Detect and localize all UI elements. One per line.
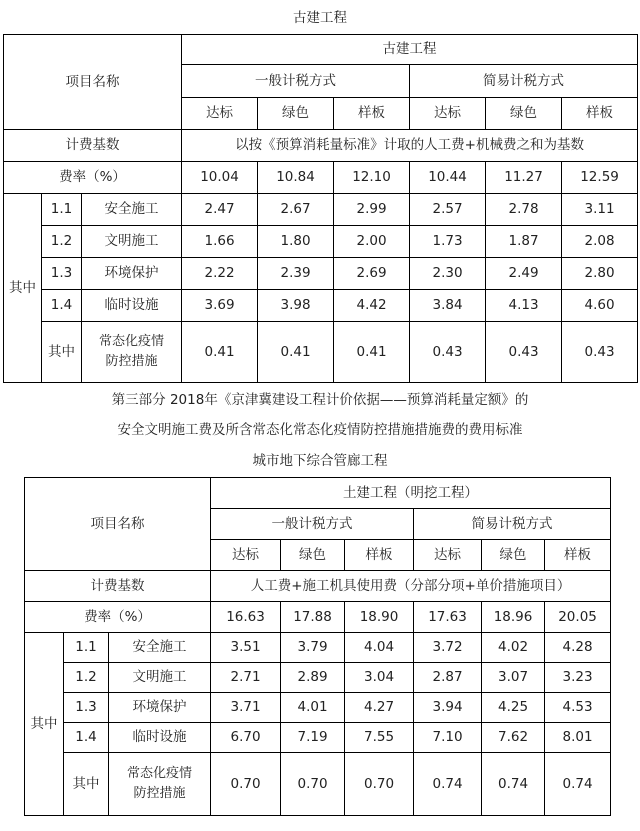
rate-value: 10.84: [258, 162, 334, 194]
part-three-heading: 第三部分 2018年《京津冀建设工程计价依据——预算消耗量定额》的: [111, 392, 529, 408]
cell-value: 3.07: [482, 663, 545, 693]
row-number: 1.2: [64, 663, 109, 693]
row-name: 文明施工: [82, 226, 182, 258]
table-row: [4, 194, 638, 226]
cell-value: 2.67: [258, 194, 334, 226]
group-label: 其中: [25, 633, 64, 816]
cell-value: 2.78: [486, 194, 562, 226]
table-row: [4, 226, 638, 258]
part-three-subheading: 安全文明施工费及所含常态化常态化疫情防控措施措施费的费用标准: [117, 422, 523, 438]
cell-value: 0.41: [182, 322, 258, 383]
cell-value: 3.79: [281, 633, 345, 663]
cell-value: 7.62: [482, 723, 545, 753]
table-row: [25, 693, 611, 723]
row-number: 1.2: [42, 226, 82, 258]
sub-row-name: [109, 753, 211, 816]
base-text: 以按《预算消耗量标准》计取的人工费+机械费之和为基数: [182, 130, 638, 162]
section1-title: 古建工程: [293, 10, 347, 26]
cell-value: 0.70: [211, 753, 281, 816]
cell-value: 4.02: [482, 633, 545, 663]
row-name: 环境保护: [82, 258, 182, 290]
cell-value: 1.80: [258, 226, 334, 258]
cell-value: 4.01: [281, 693, 345, 723]
cell-value: 4.60: [562, 290, 638, 322]
cell-value: 0.41: [334, 322, 410, 383]
cell-value: 3.72: [414, 633, 482, 663]
general-tax-header: 一般计税方式: [211, 509, 414, 540]
rate-value: 17.88: [281, 602, 345, 633]
level-header: 达标: [182, 98, 258, 130]
sub-row-name-line1: 常态化疫情: [99, 334, 165, 349]
row-number: 1.4: [64, 723, 109, 753]
cell-value: 0.43: [410, 322, 486, 383]
row-name: 文明施工: [109, 663, 211, 693]
cell-value: 4.28: [545, 633, 611, 663]
sub-row-name-line2: 防控措施: [133, 786, 186, 801]
cell-value: 2.00: [334, 226, 410, 258]
group-label: 其中: [4, 194, 42, 383]
table-row: [25, 633, 611, 663]
cell-value: 2.08: [562, 226, 638, 258]
sub-row-name-line2: 防控措施: [105, 354, 158, 369]
row-number: 1.3: [42, 258, 82, 290]
cell-value: 3.71: [211, 693, 281, 723]
cell-value: 1.73: [410, 226, 486, 258]
cell-value: 0.43: [486, 322, 562, 383]
cell-value: 3.98: [258, 290, 334, 322]
rate-label: 费率（%）: [25, 602, 211, 633]
utility-tunnel-fee-table: [24, 477, 611, 816]
rate-value: 12.59: [562, 162, 638, 194]
sub-group-label: 其中: [42, 322, 82, 383]
rate-value: 10.04: [182, 162, 258, 194]
table-row: [25, 753, 611, 816]
rate-value: 20.05: [545, 602, 611, 633]
cell-value: 3.84: [410, 290, 486, 322]
row-name: 安全施工: [82, 194, 182, 226]
row-name: 临时设施: [82, 290, 182, 322]
cell-value: 2.89: [281, 663, 345, 693]
table-row: [4, 258, 638, 290]
sub-row-name-line1: 常态化疫情: [127, 766, 193, 781]
ancient-building-fee-table: [3, 34, 638, 383]
row-number: 1.3: [64, 693, 109, 723]
cell-value: 4.53: [545, 693, 611, 723]
cell-value: 3.69: [182, 290, 258, 322]
cell-value: 7.19: [281, 723, 345, 753]
rate-value: 16.63: [211, 602, 281, 633]
level-header: 绿色: [486, 98, 562, 130]
cell-value: 2.71: [211, 663, 281, 693]
level-header: 样板: [545, 540, 611, 571]
rate-value: 12.10: [334, 162, 410, 194]
rate-label: 费率（%）: [4, 162, 182, 194]
cell-value: 2.47: [182, 194, 258, 226]
cell-value: 2.80: [562, 258, 638, 290]
rate-value: 10.44: [410, 162, 486, 194]
cell-value: 0.41: [258, 322, 334, 383]
item-name-header: 项目名称: [4, 35, 182, 130]
cell-value: 4.04: [345, 633, 414, 663]
level-header: 达标: [410, 98, 486, 130]
cell-value: 7.55: [345, 723, 414, 753]
level-header: 绿色: [281, 540, 345, 571]
cell-value: 2.30: [410, 258, 486, 290]
cell-value: 0.43: [562, 322, 638, 383]
level-header: 绿色: [482, 540, 545, 571]
simple-tax-header: 简易计税方式: [414, 509, 611, 540]
level-header: 样板: [345, 540, 414, 571]
base-label: 计费基数: [4, 130, 182, 162]
cell-value: 3.04: [345, 663, 414, 693]
table-row: [4, 322, 638, 383]
row-number: 1.4: [42, 290, 82, 322]
row-name: 安全施工: [109, 633, 211, 663]
cell-value: 2.99: [334, 194, 410, 226]
row-name: 临时设施: [109, 723, 211, 753]
cell-value: 1.87: [486, 226, 562, 258]
cell-value: 0.74: [545, 753, 611, 816]
sub-row-name: [82, 322, 182, 383]
sub-group-label: 其中: [64, 753, 109, 816]
cell-value: 2.22: [182, 258, 258, 290]
cell-value: 2.87: [414, 663, 482, 693]
cell-value: 4.27: [345, 693, 414, 723]
cell-value: 3.94: [414, 693, 482, 723]
cell-value: 2.57: [410, 194, 486, 226]
rate-value: 11.27: [486, 162, 562, 194]
row-name: 环境保护: [109, 693, 211, 723]
cell-value: 6.70: [211, 723, 281, 753]
cell-value: 7.10: [414, 723, 482, 753]
rate-value: 18.96: [482, 602, 545, 633]
base-label: 计费基数: [25, 571, 211, 602]
cell-value: 8.01: [545, 723, 611, 753]
level-header: 绿色: [258, 98, 334, 130]
cell-value: 0.74: [414, 753, 482, 816]
level-header: 样板: [334, 98, 410, 130]
general-tax-header: 一般计税方式: [182, 65, 410, 98]
section2-title: 城市地下综合管廊工程: [252, 453, 388, 469]
cell-value: 2.49: [486, 258, 562, 290]
cell-value: 4.13: [486, 290, 562, 322]
cell-value: 2.39: [258, 258, 334, 290]
cell-value: 2.69: [334, 258, 410, 290]
cell-value: 4.25: [482, 693, 545, 723]
table-row: [25, 663, 611, 693]
item-name-header: 项目名称: [25, 478, 211, 571]
project-header: 土建工程（明挖工程）: [211, 478, 611, 509]
rate-value: 17.63: [414, 602, 482, 633]
cell-value: 3.11: [562, 194, 638, 226]
cell-value: 1.66: [182, 226, 258, 258]
rate-value: 18.90: [345, 602, 414, 633]
base-text: 人工费+施工机具使用费（分部分项+单价措施项目）: [211, 571, 611, 602]
cell-value: 0.74: [482, 753, 545, 816]
row-number: 1.1: [64, 633, 109, 663]
table-row: [4, 290, 638, 322]
level-header: 达标: [414, 540, 482, 571]
cell-value: 0.70: [281, 753, 345, 816]
table-row: [25, 723, 611, 753]
project-header: 古建工程: [182, 35, 638, 65]
level-header: 达标: [211, 540, 281, 571]
simple-tax-header: 简易计税方式: [410, 65, 638, 98]
level-header: 样板: [562, 98, 638, 130]
cell-value: 3.23: [545, 663, 611, 693]
cell-value: 3.51: [211, 633, 281, 663]
cell-value: 4.42: [334, 290, 410, 322]
cell-value: 0.70: [345, 753, 414, 816]
row-number: 1.1: [42, 194, 82, 226]
